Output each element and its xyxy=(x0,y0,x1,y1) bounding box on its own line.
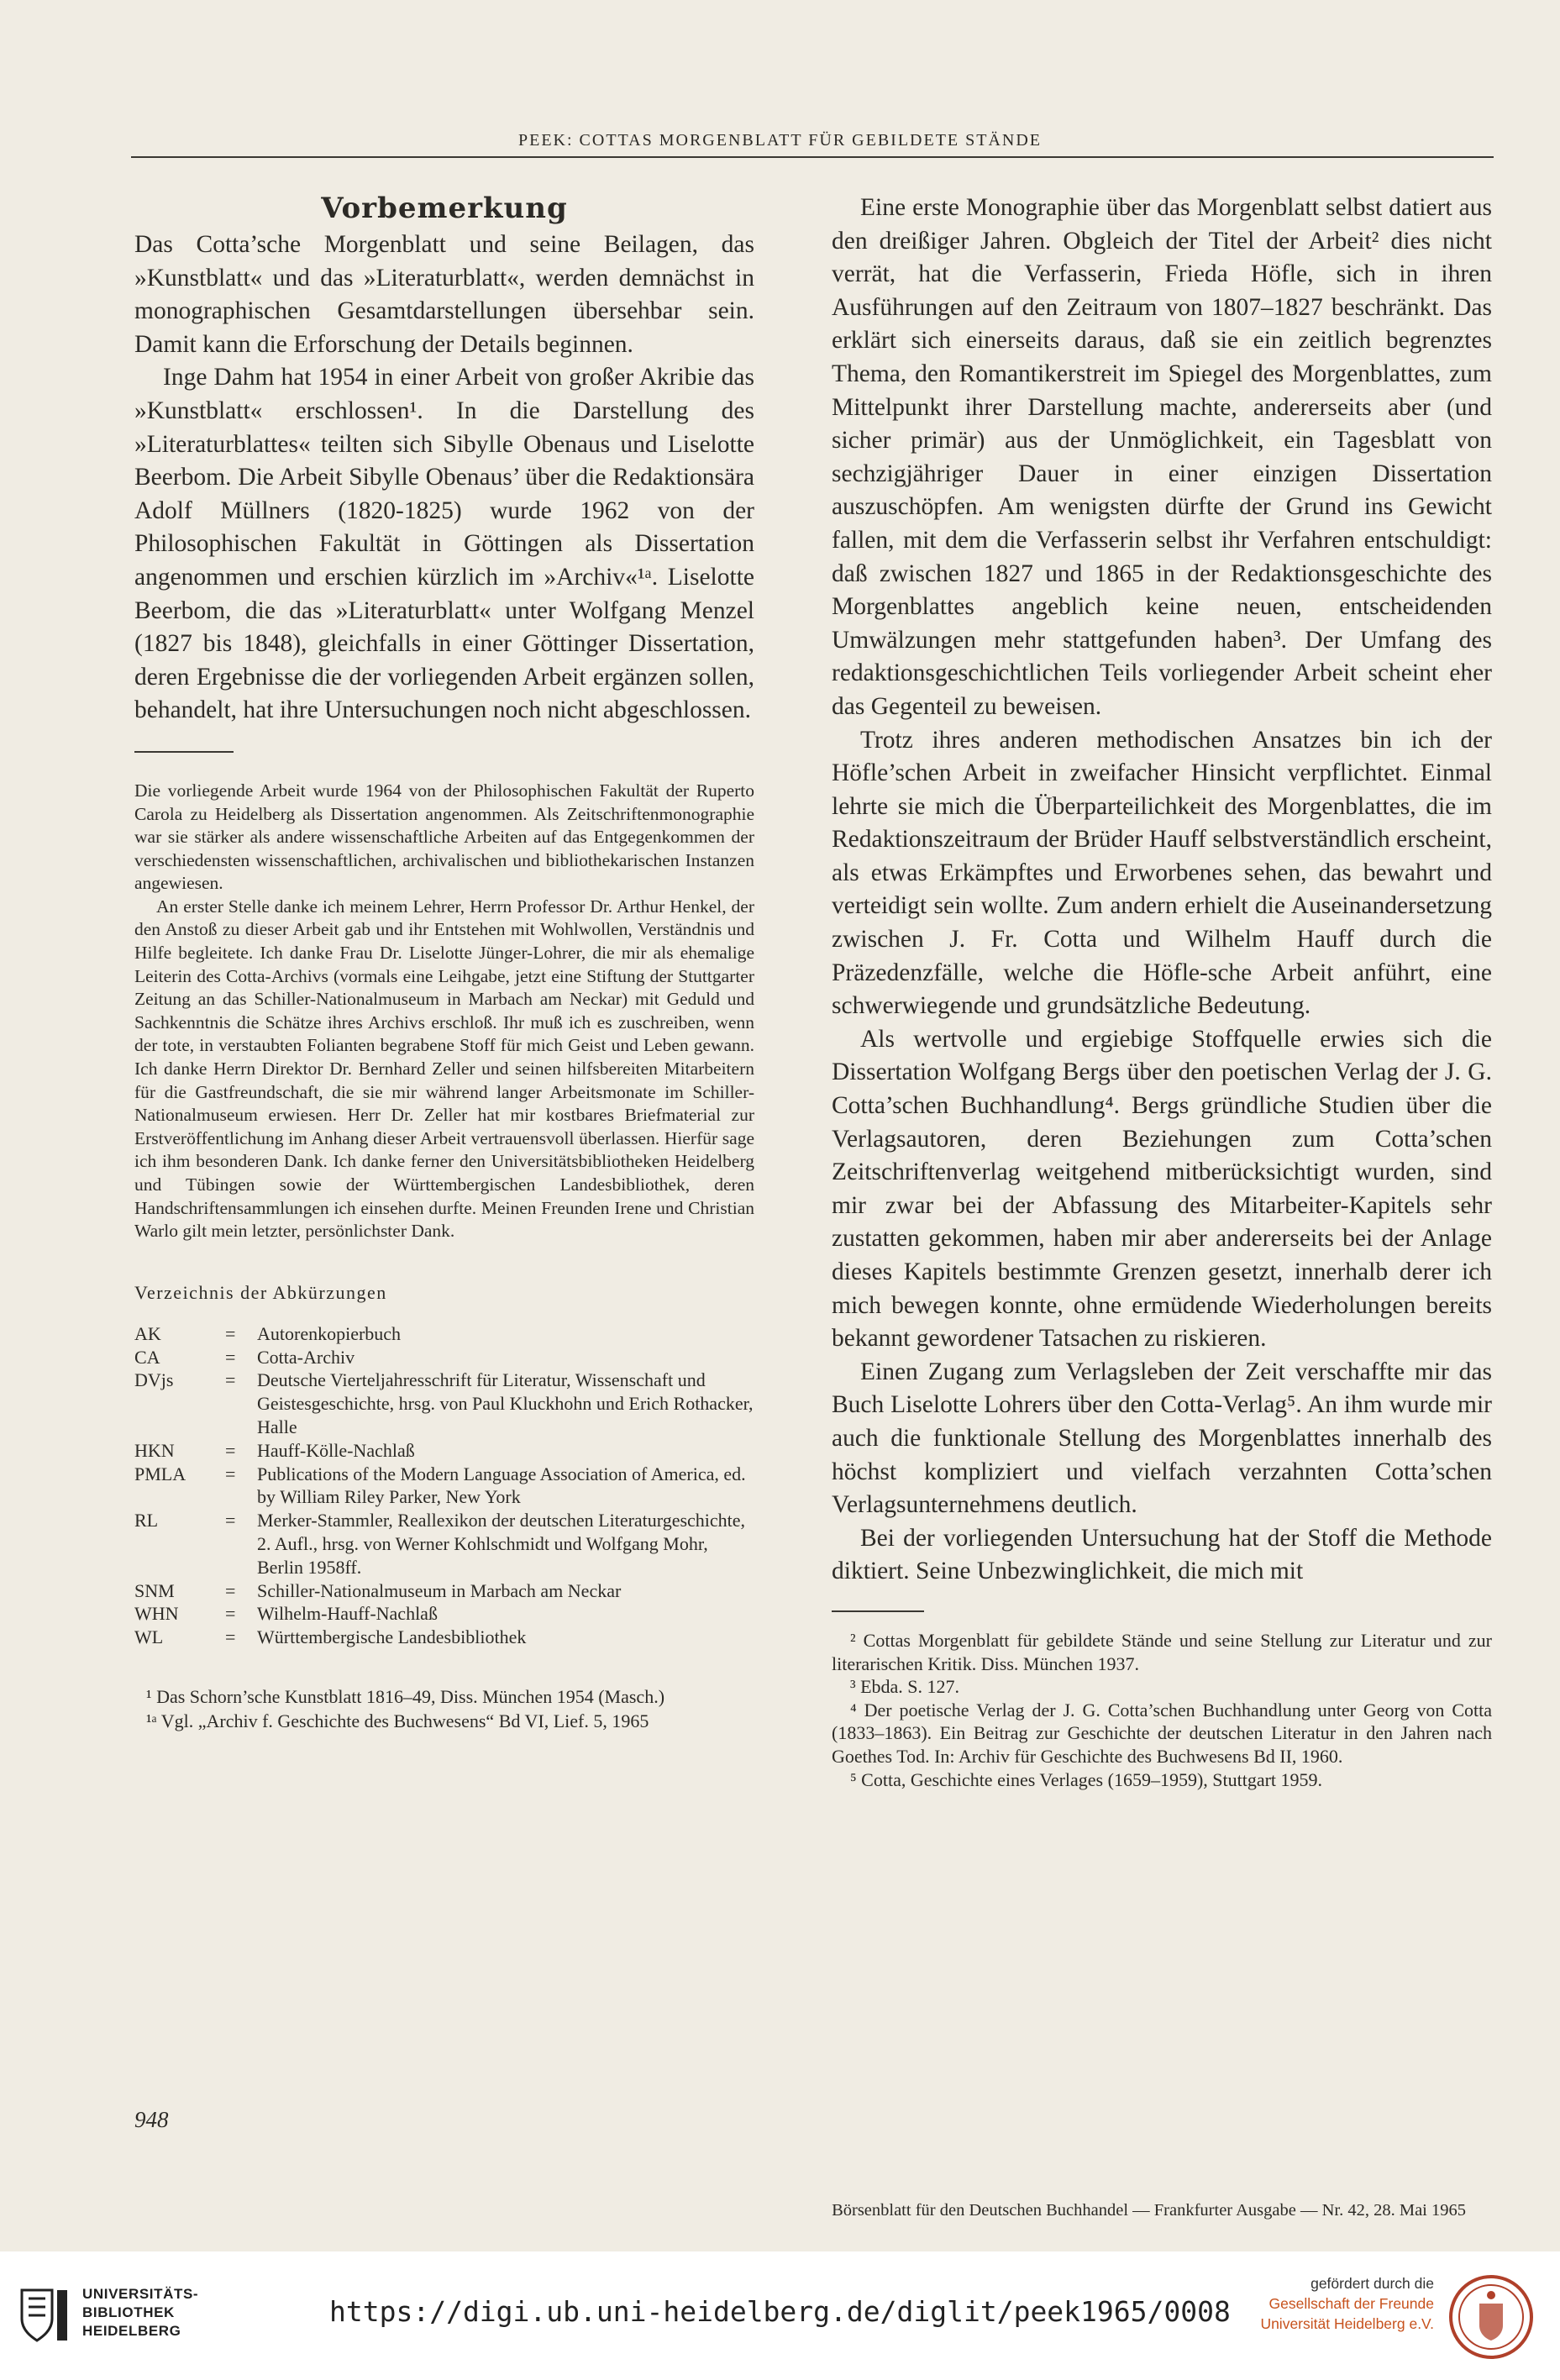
abbreviations-title: Verzeichnis der Abkürzungen xyxy=(134,1281,387,1303)
running-head: PEEK: COTTAS MORGENBLATT FÜR GEBILDETE STÄNDE xyxy=(517,131,1043,150)
footnote: ⁴ Der poetische Verlag der J. G. Cotta’schen Buchhandlung unter Georg von Cotta (1833–1863). Ein Beitrag zur Geschichte der deutschen Literatur in den Jahren nach Goethes Tod. In: Archiv für Geschichte des Buchwesens Bd II, 1960. xyxy=(832,1699,1492,1767)
footnote: ³ Ebda. S. 127. xyxy=(850,1676,960,1698)
abbreviation-value: Merker-Stammler, Reallexikon der deutschen Literaturgeschichte, 2. Aufl., hrsg. von Werner Kohlschmidt und Wolfgang Mohr, Berlin 1958ff. xyxy=(257,1510,746,1578)
abbreviation-equals: = xyxy=(225,1626,236,1648)
footnote: ¹ᵃ Vgl. „Archiv f. Geschichte des Buchwesens“ Bd VI, Lief. 5, 1965 xyxy=(146,1710,649,1731)
abbreviation-key: CA xyxy=(134,1346,160,1368)
body-paragraph: Trotz ihres anderen methodischen Ansatzes bin ich der Höfle’schen Arbeit in zweifacher Hinsicht verpflichtet. Einmal lehrte sie mich die Überparteilichkeit des Morgenblattes, die im Redaktionszeitraum der Brüder Hauff selbstverständlich erscheint, als etwas Erkämpftes und Erworbenes sehen, das bewahrt und verteidigt sein wollte. Zum andern erhielt die Auseinandersetzung zwischen J. Fr. Cotta und Wilhelm Hauff durch die Präzedenzfälle, welche die Höfle-sche Arbeit anführt, eine schwerwiegende und grundsätzliche Bedeutung. xyxy=(832,726,1492,1020)
body-paragraph: Bei der vorliegenden Untersuchung hat der Stoff die Methode diktiert. Seine Unbezwinglichkeit, die mich mit xyxy=(832,1524,1492,1585)
abbreviation-row xyxy=(134,1602,754,1626)
abbreviation-key: HKN xyxy=(134,1439,175,1461)
sponsor-block[interactable] xyxy=(1260,2273,1434,2334)
imprint-line: Börsenblatt für den Deutschen Buchhandel — Frankfurter Ausgabe — Nr. 42, 28. Mai 1965 xyxy=(832,2201,1466,2220)
university-seal-icon xyxy=(1447,2273,1535,2361)
abbreviation-equals: = xyxy=(225,1439,236,1461)
abbreviation-equals: = xyxy=(225,1346,236,1368)
university-name-line: HEIDELBERG xyxy=(82,2323,181,2339)
permalink-url[interactable]: https://digi.ub.uni-heidelberg.de/diglit/peek1965/0008 xyxy=(329,2295,1231,2328)
abbreviation-key: AK xyxy=(134,1322,161,1344)
abbreviation-row xyxy=(134,1439,754,1463)
abbreviation-value: Hauff-Kölle-Nachlaß xyxy=(257,1439,415,1461)
viewer-footer xyxy=(0,2251,1560,2380)
abbreviation-key: SNM xyxy=(134,1579,175,1601)
abbreviation-equals: = xyxy=(225,1603,236,1625)
notes-separator xyxy=(134,751,234,753)
abbreviation-row xyxy=(134,1346,754,1369)
left-footnotes xyxy=(134,1684,754,1733)
body-paragraph: Das Cotta’sche Morgenblatt und seine Beilagen, das »Kunstblatt« und das »Literaturblatt«, werden demnächst in monographischen Gesamtdarstellungen übersehbar sein. Damit kann die Erforschung der Details beginnen. xyxy=(134,231,754,358)
left-column xyxy=(134,192,754,1733)
abbreviation-value: Schiller-Nationalmuseum in Marbach am Neckar xyxy=(257,1579,622,1601)
abbreviations-list xyxy=(134,1322,754,1649)
abbreviation-equals: = xyxy=(225,1510,236,1532)
abbreviation-value: Wilhelm-Hauff-Nachlaß xyxy=(257,1603,438,1625)
abbreviation-value: Deutsche Vierteljahresschrift für Literatur, Wissenschaft und Geistesgeschichte, hrsg. von Paul Kluckhohn und Erich Rothacker, Halle xyxy=(257,1369,754,1437)
abbreviation-value: Autorenkopierbuch xyxy=(257,1322,402,1344)
abbreviation-equals: = xyxy=(225,1369,236,1391)
sponsor-label: gefördert durch die xyxy=(1311,2275,1434,2292)
footnote: ² Cottas Morgenblatt für gebildete Stände und seine Stellung zur Literatur und zur literarischen Kritik. Diss. München 1937. xyxy=(832,1629,1492,1674)
footnote: ¹ Das Schorn’sche Kunstblatt 1816–49, Diss. München 1954 (Masch.) xyxy=(146,1685,665,1707)
section-title: Vorbemerkung xyxy=(321,192,568,225)
right-column xyxy=(832,192,1492,1791)
ub-heidelberg-logo-icon xyxy=(18,2285,71,2344)
abbreviation-key: RL xyxy=(134,1510,159,1532)
abbreviation-equals: = xyxy=(225,1463,236,1484)
sponsor-name-line: Gesellschaft der Freunde xyxy=(1268,2295,1434,2312)
acknowledgement-note: An erster Stelle danke ich meinem Lehrer, Herrn Professor Dr. Arthur Henkel, der den Anstoß zu dieser Arbeit gab und ihr Entstehen mit Wohlwollen, Verständnis und Hilfe begleitete. Ich danke Frau Dr. Liselotte Jünger-Lohrer, die mir als ehemalige Leiterin des Cotta-Archivs (vormals eine Leihgabe, jetzt eine Stiftung der Stuttgarter Zeitung an das Schiller-Nationalmuseum in Marbach am Neckar) mit Geduld und Sachkenntnis die Schätze ihres Archivs erschloß. Ihr muß ich es zuschreiben, wenn der tote, in verstaubten Folianten begrabene Stoff für mich Geist und Leben gewann. Ich danke Herrn Direktor Dr. Bernhard Zeller und seinen hilfsbereiten Mitarbeitern für die Gastfreundschaft, die sie mir während langer Arbeitsmonate im Schiller-Nationalmuseum erwiesen. Herr Dr. Zeller hat mir kostbares Briefmaterial zur Erstveröffentlichung im Anhang dieser Arbeit vertrauensvoll überlassen. Hierfür sage ich ihm besonderen Dank. Ich danke ferner den Universitätsbibliotheken Heidelberg und Tübingen sowie der Württembergischen Landesbibliothek, deren Handschriftensammlungen ich einsehen durfte. Meinen Freunden Irene und Christian Warlo gilt mein letzter, persönlichster Dank. xyxy=(134,896,754,1242)
university-name[interactable] xyxy=(82,2285,198,2341)
abbreviation-row xyxy=(134,1322,754,1346)
body-paragraph: Eine erste Monographie über das Morgenblatt selbst datiert aus den dreißiger Jahren. Obgleich der Titel der Arbeit² dies nicht verrät, hat die Verfasserin, Frieda Höfle, sich in ihren Ausführungen auf den Zeitraum von 1807–1827 beschränkt. Das erklärt sich einerseits daraus, daß sie ein zeitlich begrenztes Thema, den Romantikerstreit im Spiegel des Morgenblattes, zum Mittelpunkt ihrer Darstellung machte, andererseits aber (und sicher primär) aus der Unmöglichkeit, ein Tagesblatt von sechzigjähriger Dauer in einer einzigen Dissertation auszuschöpfen. Am wenigsten dürfte der Grund ins Gewicht fallen, mit dem die Verfasserin selbst ihr Verfahren entschuldigt: daß zwischen 1827 und 1865 in der Redaktionsgeschichte des Morgenblattes angeblich keine neuen, entscheidenden Umwälzungen mehr stattgefunden haben³. Der Umfang des redaktionsgeschichtlichen Teils vorliegender Arbeit scheint eher das Gegenteil zu beweisen. xyxy=(832,194,1492,720)
university-name-line: BIBLIOTHEK xyxy=(82,2304,175,2320)
footnote: ⁵ Cotta, Geschichte eines Verlages (1659–1959), Stuttgart 1959. xyxy=(850,1768,1323,1790)
abbreviation-row xyxy=(134,1369,754,1438)
body-paragraph: Inge Dahm hat 1954 in einer Arbeit von großer Akribie das »Kunstblatt« erschlossen¹. In die Darstellung des »Literaturblattes« teilten sich Sibylle Obenaus und Liselotte Beerbom. Die Arbeit Sibylle Obenaus’ über die Redaktionsära Adolf Müllners (1820-1825) wurde 1962 von der Philosophischen Fakultät in Göttingen als Dissertation angenommen und erschien kürzlich im »Archiv«¹ᵃ. Liselotte Beerbom, die das »Literaturblatt« unter Wolfgang Menzel (1827 bis 1848), gleichfalls in einer Göttinger Dissertation, deren Ergebnisse die der vorliegenden Arbeit ergänzen sollen, behandelt, hat ihre Untersuchungen noch nicht abgeschlossen. xyxy=(134,364,754,724)
abbreviation-row xyxy=(134,1509,754,1579)
university-name-line: UNIVERSITÄTS- xyxy=(82,2286,199,2302)
preface-note: Die vorliegende Arbeit wurde 1964 von der Philosophischen Fakultät der Ruperto Carola zu Heidelberg als Dissertation angenommen. Als Zeitschriftenmonographie war sie stärker als andere wissenschaftliche Arbeiten auf das Entgegenkommen der verschiedensten wissenschaftlichen, archivalischen und bibliothekarischen Instanzen angewiesen. xyxy=(134,780,754,894)
abbreviation-row xyxy=(134,1626,754,1649)
abbreviation-key: DVjs xyxy=(134,1369,174,1391)
abbreviation-row xyxy=(134,1579,754,1603)
abbreviation-key: WHN xyxy=(134,1603,179,1625)
abbreviation-value: Publications of the Modern Language Association of America, ed. by William Riley Parker, New York xyxy=(257,1463,746,1508)
header-rule xyxy=(131,156,1494,158)
abbreviation-equals: = xyxy=(225,1322,236,1344)
abbreviation-value: Cotta-Archiv xyxy=(257,1346,355,1368)
abbreviation-key: WL xyxy=(134,1626,164,1648)
body-paragraph: Einen Zugang zum Verlagsleben der Zeit verschaffte mir das Buch Liselotte Lohrers über den Cotta-Verlag⁵. An ihm wurde mir auch die funktionale Stellung des Morgenblattes innerhalb des höchst kompliziert und vielfach verzahnten Cotta’schen Verlagsunternehmens deutlich. xyxy=(832,1358,1492,1519)
body-paragraph: Als wertvolle und ergiebige Stoffquelle erwies sich die Dissertation Wolfgang Bergs über den poetischen Verlag der J. G. Cotta’schen Buchhandlung⁴. Bergs gründliche Studien über die Verlagsautoren, deren Beziehungen zum Cotta’schen Zeitschriftenverlag weitgehend mitberücksichtigt wurden, sind mir zwar bei der Abfassung des Mitarbeiter-Kapitels sehr zustatten gekommen, haben mir aber andererseits bei der Anlage dieses Kapitels bestimmte Grenzen gesetzt, innerhalb derer ich mich bewegen konnte, ohne ermüdende Wiederholungen bereits bekannt gewordener Tatsachen zu riskieren. xyxy=(832,1025,1492,1353)
abbreviation-equals: = xyxy=(225,1579,236,1601)
abbreviation-row xyxy=(134,1463,754,1510)
page-number: 948 xyxy=(134,2107,169,2132)
sponsor-name-line: Universität Heidelberg e.V. xyxy=(1260,2315,1434,2332)
abbreviation-value: Württembergische Landesbibliothek xyxy=(257,1626,527,1648)
abbreviation-key: PMLA xyxy=(134,1463,186,1484)
footnote-separator xyxy=(832,1610,924,1612)
